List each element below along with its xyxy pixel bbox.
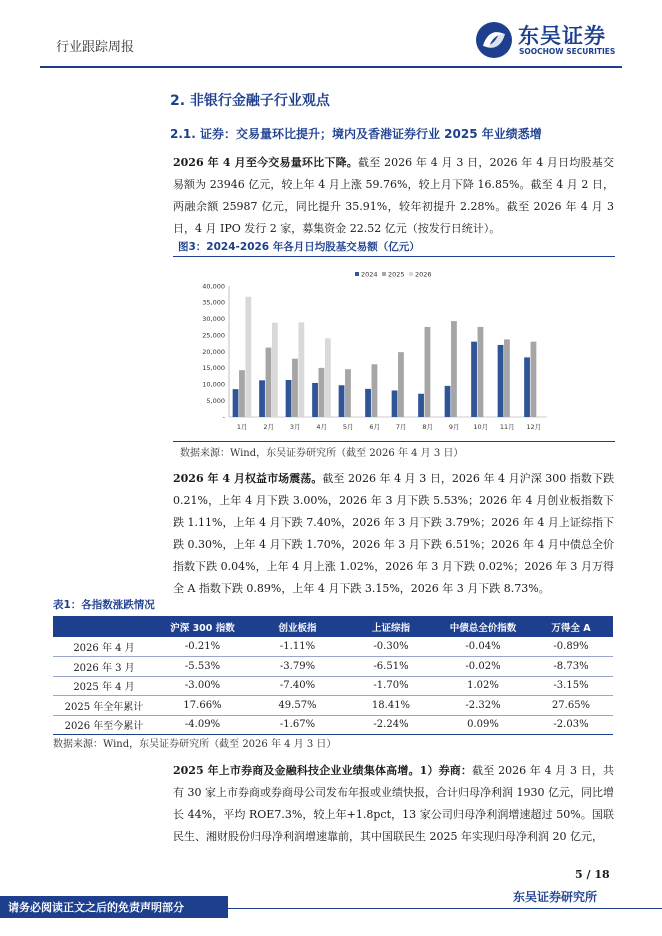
figure-top-rule [173,256,615,257]
bar-2024 [498,345,504,417]
bar-2024 [418,394,424,417]
table-cell: -1.11% [250,637,345,657]
y-tick-label: - [222,413,225,422]
bar-2024 [286,380,292,417]
legend-swatch [355,272,359,276]
legend-label: 2025 [388,270,405,279]
x-tick-label: 12月 [526,423,542,431]
table-cell: -0.89% [529,637,613,657]
x-tick-label: 9月 [448,423,460,431]
table-cell: 49.57% [250,696,345,716]
paragraph-lead: 2025 年上市券商及金融科技企业业绩集体高增。1）券商： [173,764,473,777]
logo-mark-icon [474,20,514,60]
y-tick-label: 5,000 [206,396,225,405]
table-row [53,676,613,696]
page-number: 5 / 18 [575,868,610,881]
row-label: 2026 年至今累计 [53,715,155,735]
logo-text-cn: 东吴证券 [518,24,606,48]
logo-text-en: SOOCHOW SECURITIES [519,47,616,56]
header-divider [40,66,622,68]
x-tick-label: 4月 [316,423,328,431]
y-tick-label: 25,000 [202,331,225,340]
report-type-label: 行业跟踪周报 [56,40,135,55]
legend-label: 2026 [415,270,432,279]
x-tick-label: 8月 [422,423,434,431]
paragraph-equity-market [173,468,614,600]
table-row [53,715,613,735]
bar-2025 [531,342,537,417]
bar-2024 [259,380,265,417]
table-cell: -0.21% [155,637,250,657]
bar-2024 [524,357,530,417]
table-title: 表1：各指数涨跌情况 [53,599,155,611]
footer-divider [228,908,662,909]
figure-title: 图3：2024-2026 年各月日均股基交易额（亿元） [178,241,420,253]
bar-2025 [398,352,404,417]
row-label: 2025 年全年累计 [53,696,155,716]
x-tick-label: 7月 [395,423,407,431]
table-cell: -0.02% [437,657,529,677]
row-label: 2025 年 4 月 [53,676,155,696]
column-header: 中债总全价指数 [437,616,529,637]
column-header: 沪深 300 指数 [155,616,250,637]
table-cell: -0.30% [345,637,437,657]
bar-2024 [339,385,345,417]
bar-chart [173,262,613,438]
bar-2024 [445,386,451,417]
x-tick-label: 2月 [263,423,275,431]
table-cell: 17.66% [155,696,250,716]
x-tick-label: 1月 [236,423,248,431]
index-performance-table [53,616,613,735]
table-cell: -5.53% [155,657,250,677]
column-header: 上证综指 [345,616,437,637]
column-header: 创业板指 [250,616,345,637]
table-cell: -2.32% [437,696,529,716]
table-row [53,637,613,657]
figure-source: 数据来源：Wind，东吴证券研究所（截至 2026 年 4 月 3 日） [180,448,464,459]
bar-2025 [372,364,378,417]
section-heading: 2. 非银行金融子行业观点 [170,93,330,109]
bar-2026 [245,297,251,417]
table-cell: 27.65% [529,696,613,716]
table-cell: -8.73% [529,657,613,677]
table-header-row [53,616,613,637]
bar-2026 [325,338,331,417]
x-tick-label: 3月 [289,423,301,431]
brand-logo [474,20,624,62]
table-cell: -3.00% [155,676,250,696]
legend-label: 2024 [361,270,378,279]
column-header: 万得全 A [529,616,613,637]
x-tick-label: 6月 [369,423,381,431]
bar-2025 [266,348,272,417]
y-tick-label: 20,000 [202,347,225,356]
row-label: 2026 年 4 月 [53,637,155,657]
paragraph-body: 截至 2026 年 4 月 3 日，2026 年 4 月沪深 300 指数下跌 0.21%，上年 4 月下跌 3.00%，2026 年 3 月下跌 5.53%；2026 年 4 月创业板指数下跌 1.11%，上年 4 月下跌 7.40%，2026 年 3 月下跌 3.79%；2026 年 4 月上证综指下跌 0.30%，上年 4 月下跌 1.70%，2026 年 3 月下跌 6.51%；2026 年 4 月中债总全价指数下跌 0.04%，上年 4 月上涨 1.02%，2026 年 3 月下跌 0.02%；2026 年 3 月万得全 A 指数下跌 0.89%，上年 4 月下跌 3.15%，2026 年 3 月下跌 8.73%。 [173,472,614,595]
bar-2025 [504,339,510,417]
table-cell: -3.15% [529,676,613,696]
paragraph-lead: 2026 年 4 月权益市场震荡。 [173,472,323,485]
y-tick-label: 40,000 [202,282,225,291]
legend-swatch [382,272,386,276]
bar-2025 [425,327,431,417]
column-header [53,616,155,637]
table-cell: -2.24% [345,715,437,735]
bar-2025 [239,370,245,417]
table-row [53,696,613,716]
subsection-heading: 2.1. 证券：交易量环比提升；境内及香港证券行业 2025 年业绩悉增 [170,127,542,141]
table-row [53,657,613,677]
table-cell: -2.03% [529,715,613,735]
row-label: 2026 年 3 月 [53,657,155,677]
bar-2024 [312,383,318,417]
bar-2025 [451,321,457,417]
table-cell: -7.40% [250,676,345,696]
bar-2025 [292,359,298,417]
y-tick-label: 30,000 [202,315,225,324]
y-tick-label: 10,000 [202,380,225,389]
figure-bottom-rule [173,441,615,442]
table-cell: -4.09% [155,715,250,735]
table-source: 数据来源：Wind，东吴证券研究所（截至 2026 年 4 月 3 日） [53,739,337,750]
bar-2024 [365,389,371,417]
bar-2024 [233,389,239,417]
table-cell: -0.04% [437,637,529,657]
paragraph-body: 截至 2026 年 4 月 3 日，2026 年 4 月日均股基交易额为 23946 亿元，较上年 4 月上涨 59.76%，较上月下降 16.85%。截至 4 月 2 日，两融余额 25987 亿元，同比提升 35.91%，较年初提升 2.28%。截至 2026 年 4 月 3 日，4 月 IPO 发行 2 家，募集资金 22.52 亿元（按发行日统计）。 [173,156,614,235]
table-cell: -1.70% [345,676,437,696]
x-tick-label: 5月 [342,423,354,431]
table-cell: -6.51% [345,657,437,677]
table-cell: -1.67% [250,715,345,735]
bar-2024 [471,342,477,417]
disclaimer-notice: 请务必阅读正文之后的免责声明部分 [8,901,184,914]
bar-2026 [298,322,304,417]
paragraph-trading-volume [173,152,614,240]
bar-2025 [319,368,325,417]
paragraph-body: 截至 2026 年 4 月 3 日，共有 30 家上市券商或券商母公司发布年报或业绩快报，合计归母净利润 1930 亿元，同比增长 44%，平均 ROE7.3%，较上年+1.8pct，13 家公司归母净利润增速超过 50%。国联民生、湘财股份归母净利润增速靠前，其中国联民生 2025 年实现归母净利润 20 亿元， [173,764,614,843]
footer-organization: 东吴证券研究所 [513,890,598,904]
bar-2025 [345,369,351,417]
paragraph-lead: 2026 年 4 月至今交易量环比下降。 [173,156,358,169]
table-cell: -3.79% [250,657,345,677]
bar-2026 [272,323,278,417]
x-tick-label: 11月 [499,423,515,431]
bar-2025 [478,327,484,417]
y-tick-label: 35,000 [202,298,225,307]
legend-swatch [409,272,413,276]
y-tick-label: 15,000 [202,364,225,373]
table-cell: 18.41% [345,696,437,716]
x-tick-label: 10月 [473,423,489,431]
table-cell: 0.09% [437,715,529,735]
bar-2024 [392,390,398,417]
paragraph-earnings [173,760,614,848]
table-cell: 1.02% [437,676,529,696]
